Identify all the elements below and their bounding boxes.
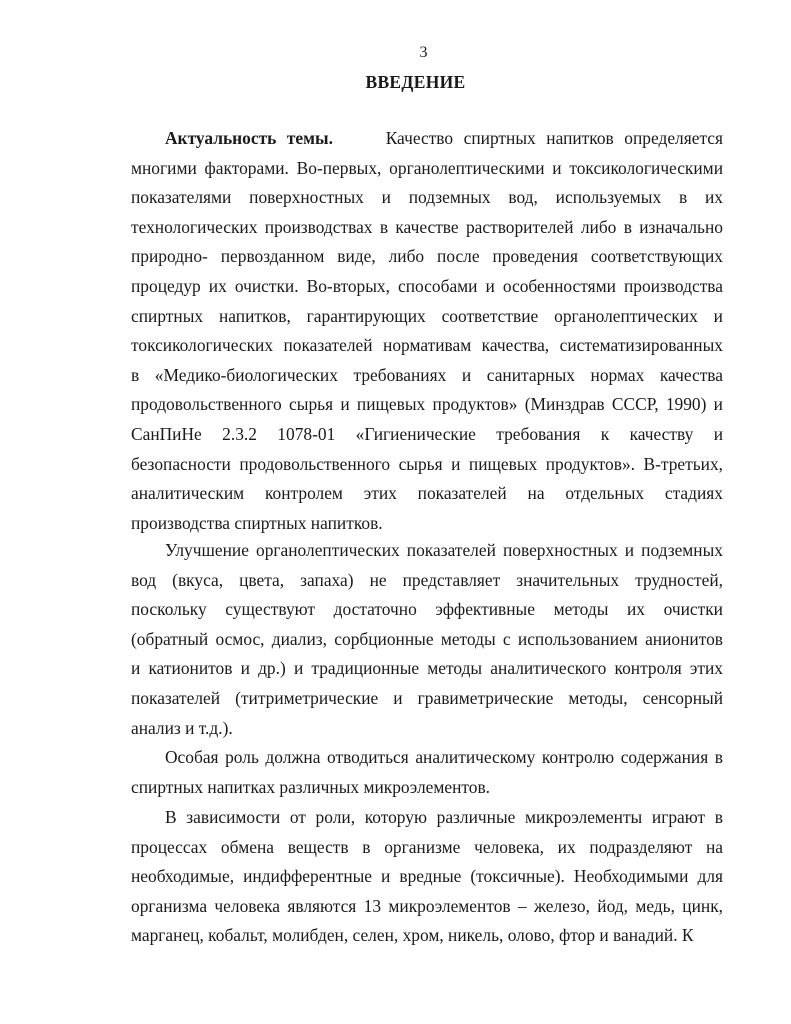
paragraph-1-line — [131, 157, 723, 179]
line-text: необходимые, индифферентные и вредные (токсичные). Необходимыми для — [131, 866, 723, 887]
paragraph-4-line — [131, 865, 723, 887]
section-lead: Актуальность темы. — [165, 128, 333, 148]
paragraph-1-line — [131, 245, 723, 267]
paragraph-2-line — [131, 717, 723, 739]
paragraph-2-line — [131, 598, 723, 620]
paragraph-1-line — [131, 305, 723, 327]
line-text: показателей (титриметрические и гравиметрические методы, сенсорный — [131, 688, 723, 708]
line-text: поскольку существуют достаточно эффективные методы их очистки — [131, 599, 723, 620]
paragraph-2-line — [131, 569, 723, 591]
line-text: токсикологических показателей нормативам качества, систематизированных — [131, 335, 723, 356]
paragraph-1-line — [131, 275, 723, 297]
paragraph-1-line — [131, 334, 723, 356]
line-text: В зависимости от роли, которую различные микроэлементы играют в — [165, 807, 723, 827]
line-text: Особая роль должна отводиться аналитическому контролю содержания в — [165, 747, 723, 767]
paragraph-4-line — [131, 895, 723, 917]
line-text: технологических производствах в качестве растворителей либо в изначально — [131, 216, 723, 237]
paragraph-1-line — [131, 393, 723, 415]
paragraph-1-line — [131, 216, 723, 238]
paragraph-4-line — [131, 924, 723, 946]
line-text: показателями поверхностных и подземных вод, используемых в их — [131, 187, 723, 208]
line-text: процедур их очистки. Во-вторых, способами и особенностями производства — [131, 276, 723, 296]
paragraph-1-line — [131, 482, 723, 504]
paragraph-2-line — [165, 539, 723, 561]
line-text: продовольственного сырья и пищевых продуктов» (Минздрав СССР, 1990) и — [131, 394, 723, 415]
line-text: Качество спиртных напитков определяется — [385, 128, 723, 148]
paragraph-1-line — [131, 453, 723, 475]
paragraph-4-line — [165, 806, 723, 828]
paragraph-3-line — [131, 776, 723, 798]
line-text: производства спиртных напитков. — [131, 512, 383, 533]
line-text: организма человека являются 13 микроэлементов – железо, йод, медь, цинк, — [131, 895, 723, 916]
page-title: ВВЕДЕНИЕ — [365, 72, 466, 92]
line-text: безопасности продовольственного сырья и пищевых продуктов». В-третьих, — [131, 453, 723, 474]
line-text: Улучшение органолептических показателей поверхностных и подземных — [165, 540, 723, 560]
line-text: СанПиНе 2.3.2 1078-01 «Гигиенические требования к качеству и — [131, 424, 723, 444]
paragraph-1-line — [165, 127, 723, 149]
line-text: аналитическим контролем этих показателей на отдельных стадиях — [131, 483, 723, 504]
paragraph-1-line — [131, 512, 723, 534]
paragraph-1-line — [131, 423, 723, 445]
paragraph-1-line — [131, 364, 723, 386]
paragraph-3-line — [165, 746, 723, 768]
line-text: спиртных напитках различных микроэлементов. — [131, 776, 491, 797]
line-text: и катионитов и др.) и традиционные методы аналитического контроля этих — [131, 658, 723, 679]
line-text: спиртных напитков, гарантирующих соответствие органолептических и — [131, 305, 723, 326]
line-text: в «Медико-биологических требованиях и санитарных нормах качества — [131, 364, 723, 385]
line-text: (обратный осмос, диализ, сорбционные методы с использованием анионитов — [131, 628, 723, 649]
line-text: вод (вкуса, цвета, запаха) не представляет значительных трудностей, — [131, 569, 723, 590]
line-text: многими факторами. Во-первых, органолептическими и токсикологическими — [131, 157, 723, 178]
line-text: природно- первозданном виде, либо после проведения соответствующих — [131, 246, 723, 267]
paragraph-4-line — [131, 836, 723, 858]
paragraph-2-line — [131, 628, 723, 650]
paragraph-1-line — [131, 186, 723, 208]
line-text: анализ и т.д.). — [131, 717, 233, 738]
page-number: 3 — [419, 44, 428, 61]
paragraph-2-line — [131, 657, 723, 679]
line-text: марганец, кобальт, молибден, селен, хром, никель, олово, фтор и ванадий. К — [131, 925, 694, 946]
paragraph-2-line — [131, 687, 723, 709]
line-text: процессах обмена веществ в организме человека, их подразделяют на — [131, 836, 723, 857]
